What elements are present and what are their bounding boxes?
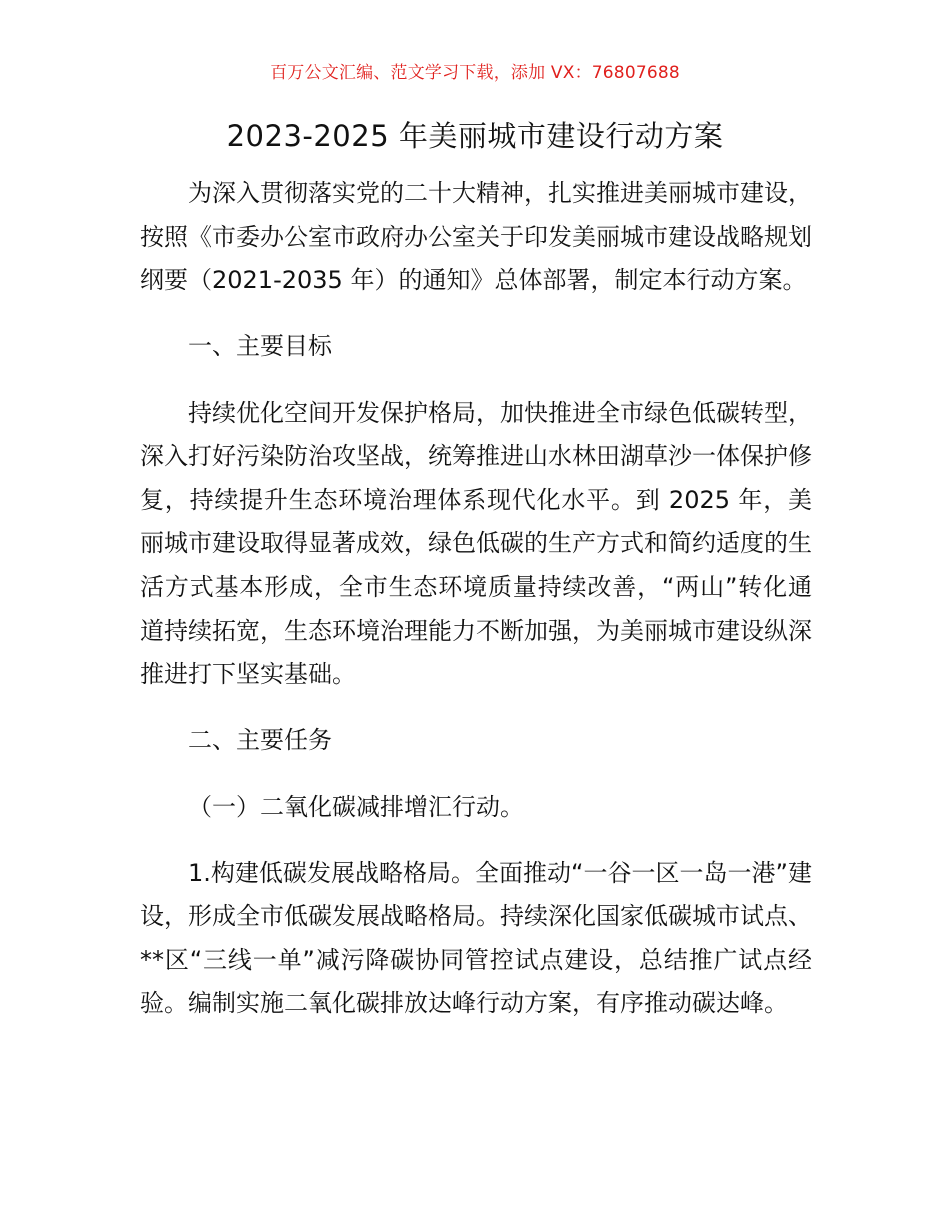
section-heading-tasks: 二、主要任务 (188, 726, 332, 755)
section-heading-goals: 一、主要目标 (188, 332, 332, 361)
paragraph-goals: 持续优化空间开发保护格局，加快推进全市绿色低碳转型，深入打好污染防治攻坚战，统筹推进山水林田湖草沙一体保护修复，持续提升生态环境治理体系现代化水平。到 2025 年，美丽城市建设取得显著成效，绿色低碳的生产方式和简约适度的生活方式基本形成，全市生态环境质量持续改善，“两山”转化通道持续拓宽，生态环境治理能力不断加强，为美丽城市建设纵深推进打下坚实基础。 (140, 398, 812, 689)
watermark-header: 百万公文汇编、范文学习下载，添加 VX：76807688 (270, 63, 680, 83)
paragraph-intro: 为深入贯彻落实党的二十大精神，扎实推进美丽城市建设，按照《市委办公室市政府办公室关于印发美丽城市建设战略规划纲要（2021-2035 年）的通知》总体部署，制定本行动方案。 (140, 179, 812, 295)
document-title: 2023-2025 年美丽城市建设行动方案 (226, 119, 724, 153)
document-body (140, 172, 812, 1026)
paragraph-task-1: 1.构建低碳发展战略格局。全面推动“一谷一区一岛一港”建设，形成全市低碳发展战略格局。持续深化国家低碳城市试点、**区“三线一单”减污降碳协同管控试点建设，总结推广试点经验。编制实施二氧化碳排放达峰行动方案，有序推动碳达峰。 (140, 858, 812, 1018)
subsection-heading-carbon: （一）二氧化碳减排增汇行动。 (188, 792, 524, 821)
